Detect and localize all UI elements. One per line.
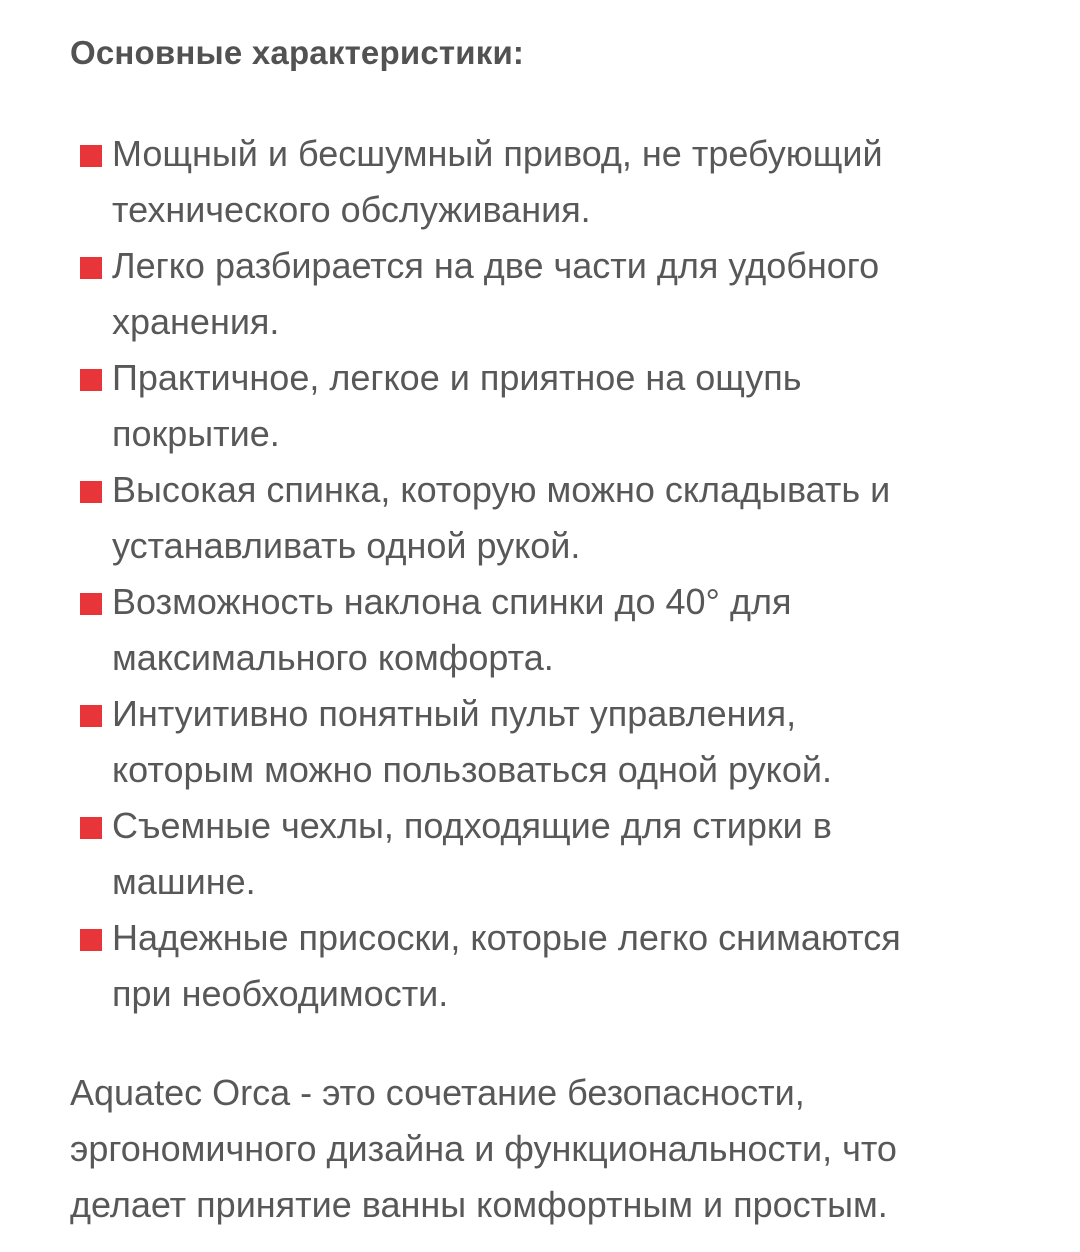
feature-item xyxy=(80,910,1040,1022)
red-square-bullet-icon xyxy=(80,593,102,615)
feature-line: максимального комфорта. xyxy=(112,637,554,678)
feature-line: устанавливать одной рукой. xyxy=(112,525,581,566)
feature-line: Практичное, легкое и приятное на ощупь xyxy=(112,357,802,398)
feature-line: хранения. xyxy=(112,301,280,342)
feature-line: покрытие. xyxy=(112,413,280,454)
feature-item xyxy=(80,238,1040,350)
red-square-bullet-icon xyxy=(80,817,102,839)
feature-item xyxy=(80,350,1040,462)
summary-paragraph xyxy=(70,1065,1050,1233)
feature-line: Легко разбирается на две части для удобного xyxy=(112,245,880,286)
red-square-bullet-icon xyxy=(80,257,102,279)
summary-line: эргономичного дизайна и функциональности, что xyxy=(70,1128,897,1169)
feature-line: технического обслуживания. xyxy=(112,189,591,230)
feature-line: Интуитивно понятный пульт управления, xyxy=(112,693,797,734)
red-square-bullet-icon xyxy=(80,369,102,391)
red-square-bullet-icon xyxy=(80,145,102,167)
feature-line: Мощный и бесшумный привод, не требующий xyxy=(112,133,883,174)
feature-line: которым можно пользоваться одной рукой. xyxy=(112,749,832,790)
red-square-bullet-icon xyxy=(80,481,102,503)
feature-item xyxy=(80,574,1040,686)
feature-item xyxy=(80,462,1040,574)
feature-item xyxy=(80,798,1040,910)
summary-line: Aquatec Orca - это сочетание безопасности, xyxy=(70,1072,805,1113)
red-square-bullet-icon xyxy=(80,705,102,727)
features-list xyxy=(80,126,1040,1022)
feature-line: Надежные присоски, которые легко снимаются xyxy=(112,917,901,958)
feature-item xyxy=(80,686,1040,798)
feature-line: Возможность наклона спинки до 40° для xyxy=(112,581,792,622)
features-heading: Основные характеристики: xyxy=(70,34,525,71)
summary-line: делает принятие ванны комфортным и простым. xyxy=(70,1184,888,1225)
feature-item xyxy=(80,126,1040,238)
feature-line: машине. xyxy=(112,861,256,902)
feature-line: Высокая спинка, которую можно складывать и xyxy=(112,469,891,510)
feature-line: Съемные чехлы, подходящие для стирки в xyxy=(112,805,832,846)
feature-line: при необходимости. xyxy=(112,973,449,1014)
red-square-bullet-icon xyxy=(80,929,102,951)
